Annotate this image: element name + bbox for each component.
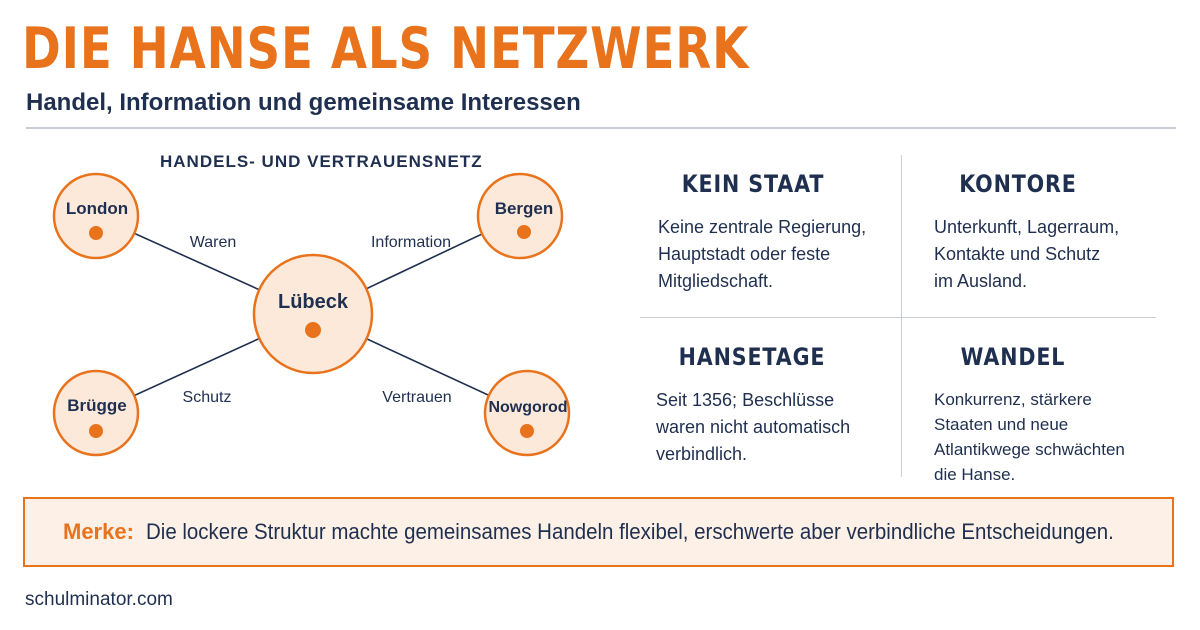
card-text-line: Mitgliedschaft. <box>658 271 774 291</box>
card-title: KEIN STAAT <box>681 170 825 198</box>
edge-label-schutz: Schutz <box>182 389 232 406</box>
card-text-line: Hauptstadt oder feste <box>658 244 831 264</box>
card-title: KONTORE <box>959 170 1077 198</box>
edge-label-waren: Waren <box>189 234 237 251</box>
node-dot <box>520 424 534 438</box>
card-kontore <box>934 170 1169 295</box>
card-text-line: waren nicht automatisch <box>656 417 851 437</box>
footer-site: schulminator.com <box>25 589 173 610</box>
node-dot <box>89 226 103 240</box>
node-label-luebeck: Lübeck <box>277 291 349 313</box>
edge-label-information: Information <box>370 234 452 251</box>
page-title: DIE HANSE ALS NETZWERK <box>22 16 750 82</box>
card-text-line: Unterkunft, Lagerraum, <box>934 217 1120 237</box>
network-title: HANDELS- UND VERTRAUENSNETZ <box>160 152 483 171</box>
merke-box <box>23 497 1174 567</box>
card-title: WANDEL <box>960 343 1066 371</box>
node-label-bergen: Bergen <box>494 199 554 218</box>
card-text-line: Kontakte und Schutz <box>934 244 1101 264</box>
card-text-line: Staaten und neue <box>934 415 1069 434</box>
cards-vertical-divider <box>901 155 902 477</box>
card-text-line: verbindlich. <box>656 444 748 464</box>
card-hansetage <box>656 343 891 468</box>
node-dot <box>517 225 531 239</box>
card-kein-staat <box>658 170 893 295</box>
node-dot <box>305 322 321 338</box>
network-diagram <box>0 0 640 490</box>
card-text-line: Atlantikwege schwächten <box>934 440 1125 459</box>
card-text-line: im Ausland. <box>934 271 1028 291</box>
card-title: HANSETAGE <box>678 343 826 371</box>
node-label-bruegge: Brügge <box>67 396 127 415</box>
cards-horizontal-divider <box>640 317 1156 318</box>
node-dot <box>89 424 103 438</box>
card-wandel <box>934 343 1169 487</box>
page-subtitle: Handel, Information und gemeinsame Interessen <box>26 89 581 116</box>
node-label-nowgorod: Nowgorod <box>488 399 568 416</box>
node-luebeck <box>254 255 372 373</box>
edge-label-vertrauen: Vertrauen <box>382 389 452 406</box>
card-text-line: Seit 1356; Beschlüsse <box>656 390 835 410</box>
merke-label: Merke: <box>63 519 134 544</box>
merke-text: Die lockere Struktur machte gemeinsames Handeln flexibel, erschwerte aber verbindliche Entscheidungen. <box>145 519 1114 544</box>
card-text-line: die Hanse. <box>934 465 1016 484</box>
node-label-london: London <box>65 199 129 218</box>
card-text-line: Konkurrenz, stärkere <box>934 390 1092 409</box>
card-text-line: Keine zentrale Regierung, <box>658 217 867 237</box>
